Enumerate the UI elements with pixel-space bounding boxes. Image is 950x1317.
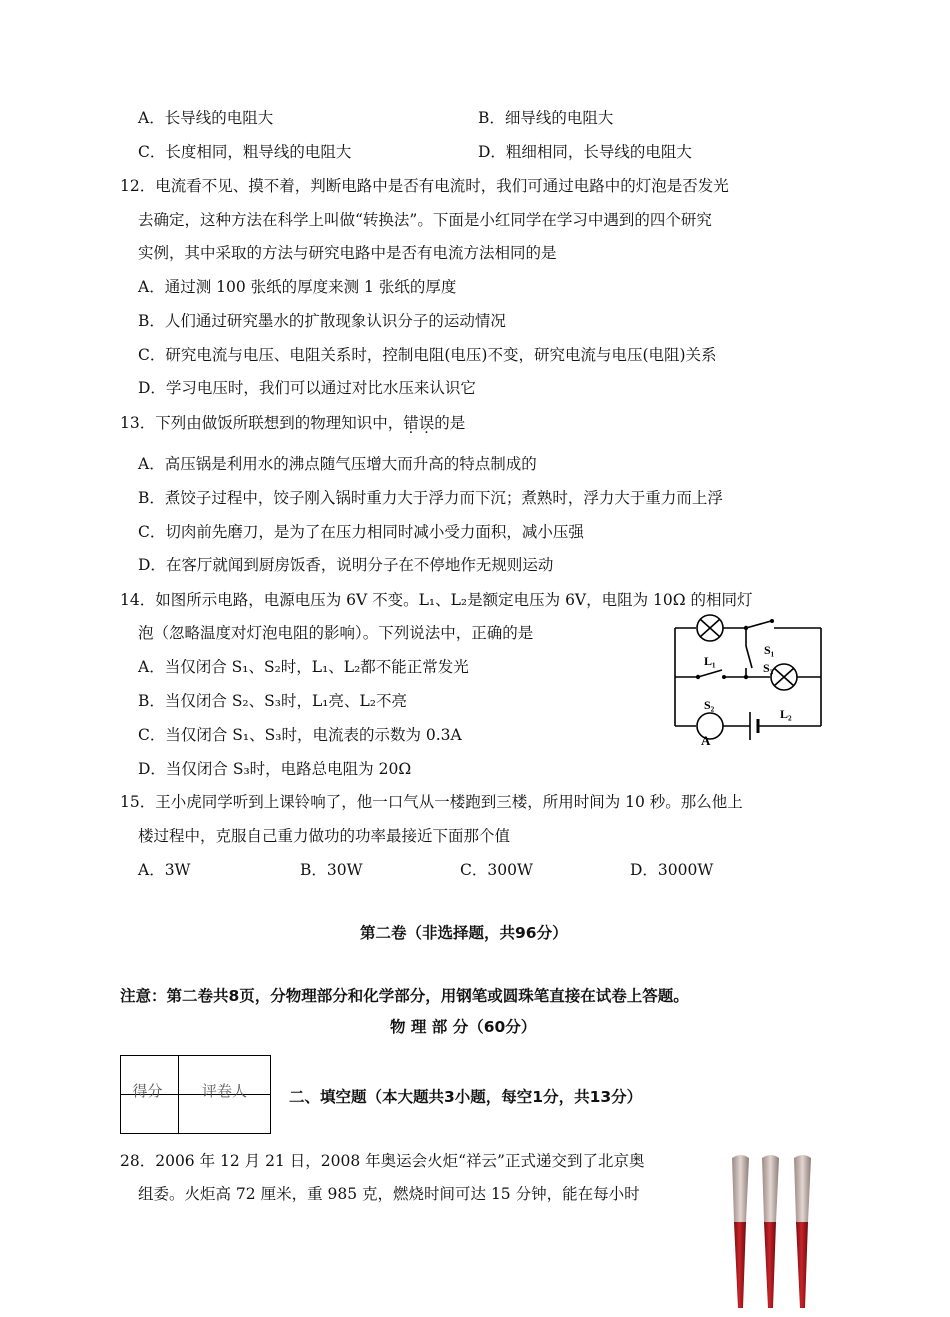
score-box-cell-score bbox=[121, 1056, 179, 1100]
q15-option-c: C．300W bbox=[460, 861, 533, 879]
label-l1: L₁ bbox=[704, 654, 716, 668]
q12-option-c: C．研究电流与电压、电阻关系时，控制电阻(电压)不变，研究电流与电压(电阻)关系 bbox=[138, 346, 717, 364]
q12-option-a: A．通过测 100 张纸的厚度来测 1 张纸的厚度 bbox=[138, 278, 457, 296]
section2-notice: 注意：第二卷共8页，分物理部分和化学部分，用钢笔或圆珠笔直接在试卷上答题。 bbox=[120, 987, 689, 1005]
q13-option-d: D．在客厅就闻到厨房饭香，说明分子在不停地作无规则运动 bbox=[138, 556, 554, 574]
score-box-label-grader: 评卷人 bbox=[201, 1082, 247, 1100]
score-box-cell-grader bbox=[179, 1056, 271, 1100]
q15-option-a: A．3W bbox=[138, 861, 191, 879]
section2-title: 第二卷（非选择题，共96分） bbox=[360, 924, 568, 942]
switch-s1 bbox=[746, 621, 771, 628]
torch-3 bbox=[794, 1155, 811, 1308]
q12-option-b: B．人们通过研究墨水的扩散现象认识分子的运动情况 bbox=[138, 312, 506, 330]
q11-option-a: A．长导线的电阻大 bbox=[138, 109, 274, 127]
q11-option-d: D．粗细相同，长导线的电阻大 bbox=[478, 143, 692, 161]
q13-stem-suffix: 的是 bbox=[434, 414, 466, 432]
circuit-diagram bbox=[668, 608, 828, 748]
q12-stem-line-3: 实例，其中采取的方法与研究电路中是否有电流方法相同的是 bbox=[138, 244, 557, 262]
switch-s3-vertical bbox=[746, 646, 752, 668]
q12-stem-line-1: 12．电流看不见、摸不着，判断电路中是否有电流时，我们可通过电路中的灯泡是否发光 bbox=[120, 177, 729, 195]
q14-stem-line-2: 泡（忽略温度对灯泡电阻的影响）。下列说法中，正确的是 bbox=[138, 624, 534, 642]
q13-stem bbox=[120, 412, 465, 434]
q15-stem-line-1: 15．王小虎同学听到上课铃响了，他一口气从一楼跑到三楼，所用时间为 10 秒。那么他上 bbox=[120, 793, 743, 811]
q28-stem-line-2: 组委。火炬高 72 厘米，重 985 克，燃烧时间可达 15 分钟，能在每小时 bbox=[138, 1185, 640, 1203]
fill-blank-section-title: 二、填空题（本大题共3小题，每空1分，共13分） bbox=[289, 1088, 643, 1106]
q13-emphasis-char-1: 错 bbox=[403, 414, 419, 432]
q14-stem-line-1: 14．如图所示电路，电源电压为 6V 不变。L₁、L₂是额定电压为 6V，电阻为 10Ω 的相同灯 bbox=[120, 591, 753, 609]
score-box-cell-grader-value bbox=[179, 1095, 271, 1134]
score-box bbox=[120, 1055, 271, 1134]
q14-option-a: A．当仅闭合 S₁、S₂时，L₁、L₂都不能正常发光 bbox=[138, 658, 469, 676]
q11-option-c: C．长度相同，粗导线的电阻大 bbox=[138, 143, 352, 161]
q15-stem-line-2: 楼过程中，克服自己重力做功的功率最接近下面那个值 bbox=[138, 827, 511, 845]
q13-stem-prefix: 13．下列由做饭所联想到的物理知识中， bbox=[120, 414, 404, 432]
q13-option-c: C．切肉前先磨刀，是为了在压力相同时减小受力面积，减小压强 bbox=[138, 523, 584, 541]
label-ammeter: A bbox=[701, 733, 711, 748]
q11-option-b: B．细导线的电阻大 bbox=[478, 109, 614, 127]
label-l2: L₂ bbox=[780, 707, 792, 721]
torch-2 bbox=[762, 1155, 779, 1308]
switch-s3-left bbox=[698, 670, 722, 677]
label-s1: S₁ bbox=[764, 643, 775, 657]
q13-option-b: B．煮饺子过程中，饺子刚入锅时重力大于浮力而下沉；煮熟时，浮力大于重力而上浮 bbox=[138, 489, 723, 507]
q15-option-b: B．30W bbox=[300, 861, 363, 879]
q28-stem-line-1: 28．2006 年 12 月 21 日，2008 年奥运会火炬“祥云”正式递交到了北京奥 bbox=[120, 1152, 645, 1170]
physics-section-title: 物 理 部 分（60分） bbox=[390, 1018, 537, 1036]
torch-1 bbox=[732, 1155, 749, 1308]
olympic-torches-photo bbox=[722, 1150, 822, 1310]
label-s2: S₂ bbox=[704, 698, 715, 712]
q13-option-a: A．高压锅是利用水的沸点随气压增大而升高的特点制成的 bbox=[138, 455, 537, 473]
label-s3: S₃ bbox=[763, 661, 774, 675]
q14-option-c: C．当仅闭合 S₁、S₃时，电流表的示数为 0.3A bbox=[138, 726, 462, 744]
score-box-cell-score-value bbox=[121, 1095, 179, 1134]
q15-option-d: D．3000W bbox=[630, 861, 714, 879]
q12-option-d: D．学习电压时，我们可以通过对比水压来认识它 bbox=[138, 379, 476, 397]
q13-emphasis-char-2: 误 bbox=[418, 414, 435, 432]
q12-stem-line-2: 去确定，这种方法在科学上叫做“转换法”。下面是小红同学在学习中遇到的四个研究 bbox=[138, 211, 712, 229]
q14-option-d: D．当仅闭合 S₃时，电路总电阻为 20Ω bbox=[138, 760, 412, 778]
q14-option-b: B．当仅闭合 S₂、S₃时，L₁亮、L₂不亮 bbox=[138, 692, 407, 710]
score-box-label-score: 得分 bbox=[132, 1082, 163, 1100]
